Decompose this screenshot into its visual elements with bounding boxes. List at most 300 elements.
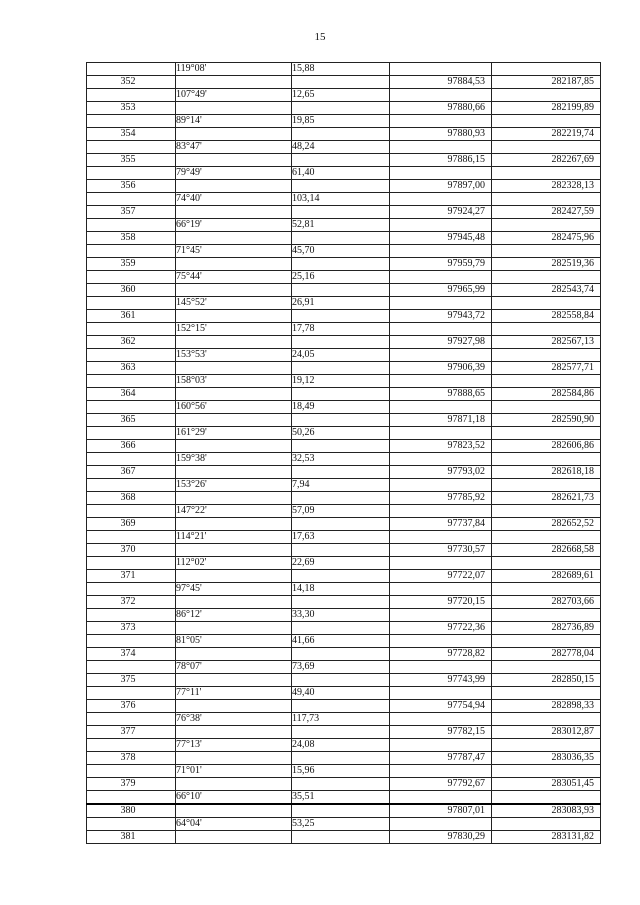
distance-cell: 61,40 (292, 167, 390, 180)
table-row (87, 141, 601, 154)
point-number-cell (87, 505, 176, 518)
distance-cell (292, 492, 390, 505)
direction-angle-cell: 74°40' (176, 193, 292, 206)
x-coordinate-cell: 97722,36 (390, 622, 492, 635)
x-coordinate-cell: 97785,92 (390, 492, 492, 505)
y-coordinate-cell: 282199,89 (492, 102, 601, 115)
y-coordinate-cell: 282219,74 (492, 128, 601, 141)
point-number-cell: 371 (87, 570, 176, 583)
direction-angle-cell: 112°02' (176, 557, 292, 570)
direction-angle-cell: 66°19' (176, 219, 292, 232)
point-number-cell: 372 (87, 596, 176, 609)
y-coordinate-cell (492, 479, 601, 492)
y-coordinate-cell: 282567,13 (492, 336, 601, 349)
point-number-cell (87, 635, 176, 648)
y-coordinate-cell: 282850,15 (492, 674, 601, 687)
x-coordinate-cell (390, 245, 492, 258)
x-coordinate-cell (390, 349, 492, 362)
point-number-cell: 357 (87, 206, 176, 219)
direction-angle-cell: 71°45' (176, 245, 292, 258)
y-coordinate-cell (492, 427, 601, 440)
x-coordinate-cell: 97927,98 (390, 336, 492, 349)
x-coordinate-cell: 97880,93 (390, 128, 492, 141)
distance-cell (292, 76, 390, 89)
y-coordinate-cell (492, 557, 601, 570)
x-coordinate-cell (390, 297, 492, 310)
point-number-cell (87, 349, 176, 362)
table-row (87, 687, 601, 700)
y-coordinate-cell: 282584,86 (492, 388, 601, 401)
direction-angle-cell (176, 726, 292, 739)
direction-angle-cell (176, 778, 292, 791)
y-coordinate-cell (492, 219, 601, 232)
point-number-cell: 369 (87, 518, 176, 531)
direction-angle-cell (176, 831, 292, 844)
distance-cell: 32,53 (292, 453, 390, 466)
y-coordinate-cell: 283131,82 (492, 831, 601, 844)
table-row (87, 375, 601, 388)
x-coordinate-cell: 97888,65 (390, 388, 492, 401)
direction-angle-cell: 97°45' (176, 583, 292, 596)
point-number-cell (87, 818, 176, 831)
y-coordinate-cell: 282427,59 (492, 206, 601, 219)
y-coordinate-cell: 282618,18 (492, 466, 601, 479)
point-number-cell: 381 (87, 831, 176, 844)
table-row (87, 180, 601, 193)
y-coordinate-cell (492, 661, 601, 674)
distance-cell (292, 752, 390, 765)
point-number-cell (87, 115, 176, 128)
distance-cell (292, 440, 390, 453)
direction-angle-cell: 83°47' (176, 141, 292, 154)
y-coordinate-cell (492, 818, 601, 831)
x-coordinate-cell: 97884,53 (390, 76, 492, 89)
point-number-cell: 364 (87, 388, 176, 401)
table-row (87, 518, 601, 531)
direction-angle-cell (176, 440, 292, 453)
direction-angle-cell: 161°29' (176, 427, 292, 440)
point-number-cell (87, 297, 176, 310)
x-coordinate-cell: 97730,57 (390, 544, 492, 557)
y-coordinate-cell (492, 271, 601, 284)
direction-angle-cell: 66°10' (176, 791, 292, 805)
table-row (87, 388, 601, 401)
point-number-cell (87, 739, 176, 752)
table-row (87, 674, 601, 687)
distance-cell: 117,73 (292, 713, 390, 726)
y-coordinate-cell (492, 245, 601, 258)
x-coordinate-cell (390, 427, 492, 440)
x-coordinate-cell (390, 687, 492, 700)
x-coordinate-cell: 97782,15 (390, 726, 492, 739)
direction-angle-cell: 86°12' (176, 609, 292, 622)
y-coordinate-cell: 283036,35 (492, 752, 601, 765)
point-number-cell: 367 (87, 466, 176, 479)
point-number-cell (87, 141, 176, 154)
y-coordinate-cell (492, 401, 601, 414)
point-number-cell: 354 (87, 128, 176, 141)
y-coordinate-cell (492, 505, 601, 518)
direction-angle-cell: 153°26' (176, 479, 292, 492)
point-number-cell: 373 (87, 622, 176, 635)
table-row (87, 323, 601, 336)
direction-angle-cell (176, 388, 292, 401)
table-row (87, 492, 601, 505)
distance-cell: 45,70 (292, 245, 390, 258)
table-row (87, 831, 601, 844)
distance-cell (292, 622, 390, 635)
y-coordinate-cell: 282267,69 (492, 154, 601, 167)
table-row (87, 167, 601, 180)
point-number-cell (87, 687, 176, 700)
x-coordinate-cell (390, 765, 492, 778)
table-row (87, 63, 601, 76)
x-coordinate-cell (390, 401, 492, 414)
point-number-cell (87, 765, 176, 778)
distance-cell (292, 128, 390, 141)
direction-angle-cell (176, 570, 292, 583)
table-row (87, 622, 601, 635)
point-number-cell: 362 (87, 336, 176, 349)
distance-cell: 26,91 (292, 297, 390, 310)
distance-cell (292, 258, 390, 271)
distance-cell (292, 362, 390, 375)
table-row (87, 791, 601, 805)
coordinates-table-body (87, 63, 601, 844)
distance-cell: 52,81 (292, 219, 390, 232)
y-coordinate-cell: 282736,89 (492, 622, 601, 635)
distance-cell (292, 700, 390, 713)
table-row (87, 76, 601, 89)
table-row (87, 128, 601, 141)
table-row (87, 596, 601, 609)
x-coordinate-cell: 97959,79 (390, 258, 492, 271)
direction-angle-cell (176, 76, 292, 89)
x-coordinate-cell: 97737,84 (390, 518, 492, 531)
direction-angle-cell (176, 128, 292, 141)
y-coordinate-cell: 282577,71 (492, 362, 601, 375)
x-coordinate-cell (390, 453, 492, 466)
point-number-cell: 363 (87, 362, 176, 375)
distance-cell: 17,78 (292, 323, 390, 336)
x-coordinate-cell: 97787,47 (390, 752, 492, 765)
table-row (87, 232, 601, 245)
point-number-cell (87, 89, 176, 102)
distance-cell: 19,12 (292, 375, 390, 388)
point-number-cell: 365 (87, 414, 176, 427)
table-row (87, 401, 601, 414)
point-number-cell (87, 245, 176, 258)
distance-cell: 25,16 (292, 271, 390, 284)
x-coordinate-cell (390, 115, 492, 128)
table-row (87, 544, 601, 557)
distance-cell: 33,30 (292, 609, 390, 622)
direction-angle-cell (176, 492, 292, 505)
distance-cell (292, 804, 390, 818)
x-coordinate-cell (390, 635, 492, 648)
distance-cell (292, 232, 390, 245)
table-row (87, 726, 601, 739)
table-row (87, 440, 601, 453)
x-coordinate-cell: 97871,18 (390, 414, 492, 427)
table-row (87, 310, 601, 323)
x-coordinate-cell (390, 375, 492, 388)
x-coordinate-cell: 97906,39 (390, 362, 492, 375)
point-number-cell (87, 401, 176, 414)
point-number-cell: 358 (87, 232, 176, 245)
direction-angle-cell: 81°05' (176, 635, 292, 648)
x-coordinate-cell: 97754,94 (390, 700, 492, 713)
x-coordinate-cell (390, 713, 492, 726)
direction-angle-cell: 64°04' (176, 818, 292, 831)
point-number-cell (87, 479, 176, 492)
y-coordinate-cell (492, 765, 601, 778)
coordinates-table (86, 62, 601, 844)
distance-cell: 49,40 (292, 687, 390, 700)
direction-angle-cell (176, 700, 292, 713)
point-number-cell (87, 713, 176, 726)
table-row (87, 531, 601, 544)
y-coordinate-cell: 283083,93 (492, 804, 601, 818)
y-coordinate-cell: 282187,85 (492, 76, 601, 89)
y-coordinate-cell (492, 141, 601, 154)
x-coordinate-cell (390, 271, 492, 284)
direction-angle-cell: 152°15' (176, 323, 292, 336)
direction-angle-cell: 107°49' (176, 89, 292, 102)
distance-cell: 57,09 (292, 505, 390, 518)
direction-angle-cell: 147°22' (176, 505, 292, 518)
distance-cell (292, 336, 390, 349)
point-number-cell: 377 (87, 726, 176, 739)
distance-cell: 53,25 (292, 818, 390, 831)
distance-cell: 24,05 (292, 349, 390, 362)
direction-angle-cell (176, 336, 292, 349)
y-coordinate-cell (492, 349, 601, 362)
y-coordinate-cell (492, 791, 601, 805)
x-coordinate-cell (390, 739, 492, 752)
point-number-cell: 352 (87, 76, 176, 89)
point-number-cell: 374 (87, 648, 176, 661)
distance-cell: 73,69 (292, 661, 390, 674)
table-row (87, 349, 601, 362)
point-number-cell: 378 (87, 752, 176, 765)
table-row (87, 752, 601, 765)
direction-angle-cell (176, 648, 292, 661)
direction-angle-cell: 89°14' (176, 115, 292, 128)
y-coordinate-cell: 283051,45 (492, 778, 601, 791)
table-row (87, 245, 601, 258)
x-coordinate-cell (390, 167, 492, 180)
y-coordinate-cell (492, 375, 601, 388)
table-row (87, 778, 601, 791)
distance-cell (292, 284, 390, 297)
table-row (87, 89, 601, 102)
point-number-cell: 379 (87, 778, 176, 791)
table-row (87, 583, 601, 596)
y-coordinate-cell: 282475,96 (492, 232, 601, 245)
y-coordinate-cell: 282519,36 (492, 258, 601, 271)
point-number-cell: 366 (87, 440, 176, 453)
table-row (87, 284, 601, 297)
y-coordinate-cell (492, 531, 601, 544)
table-row (87, 193, 601, 206)
point-number-cell (87, 661, 176, 674)
point-number-cell (87, 453, 176, 466)
y-coordinate-cell (492, 323, 601, 336)
distance-cell: 22,69 (292, 557, 390, 570)
distance-cell: 17,63 (292, 531, 390, 544)
distance-cell: 15,96 (292, 765, 390, 778)
point-number-cell: 368 (87, 492, 176, 505)
x-coordinate-cell (390, 323, 492, 336)
x-coordinate-cell (390, 661, 492, 674)
direction-angle-cell (176, 362, 292, 375)
x-coordinate-cell: 97807,01 (390, 804, 492, 818)
y-coordinate-cell (492, 297, 601, 310)
x-coordinate-cell (390, 141, 492, 154)
point-number-cell (87, 583, 176, 596)
point-number-cell (87, 531, 176, 544)
point-number-cell (87, 167, 176, 180)
y-coordinate-cell: 282652,52 (492, 518, 601, 531)
x-coordinate-cell (390, 818, 492, 831)
distance-cell (292, 596, 390, 609)
x-coordinate-cell (390, 609, 492, 622)
y-coordinate-cell: 282328,13 (492, 180, 601, 193)
y-coordinate-cell: 283012,87 (492, 726, 601, 739)
x-coordinate-cell: 97830,29 (390, 831, 492, 844)
y-coordinate-cell: 282606,86 (492, 440, 601, 453)
x-coordinate-cell (390, 583, 492, 596)
y-coordinate-cell (492, 739, 601, 752)
direction-angle-cell (176, 752, 292, 765)
y-coordinate-cell (492, 193, 601, 206)
direction-angle-cell: 77°11' (176, 687, 292, 700)
y-coordinate-cell: 282898,33 (492, 700, 601, 713)
direction-angle-cell (176, 414, 292, 427)
point-number-cell: 355 (87, 154, 176, 167)
distance-cell (292, 466, 390, 479)
direction-angle-cell (176, 284, 292, 297)
distance-cell: 19,85 (292, 115, 390, 128)
x-coordinate-cell (390, 791, 492, 805)
table-row (87, 258, 601, 271)
point-number-cell (87, 427, 176, 440)
y-coordinate-cell (492, 89, 601, 102)
table-row (87, 479, 601, 492)
x-coordinate-cell (390, 531, 492, 544)
distance-cell (292, 414, 390, 427)
table-row (87, 362, 601, 375)
x-coordinate-cell (390, 63, 492, 76)
table-row (87, 453, 601, 466)
distance-cell: 35,51 (292, 791, 390, 805)
table-row (87, 297, 601, 310)
distance-cell: 24,08 (292, 739, 390, 752)
table-row (87, 609, 601, 622)
table-row (87, 739, 601, 752)
y-coordinate-cell (492, 583, 601, 596)
point-number-cell: 356 (87, 180, 176, 193)
distance-cell: 103,14 (292, 193, 390, 206)
y-coordinate-cell: 282668,58 (492, 544, 601, 557)
distance-cell (292, 544, 390, 557)
direction-angle-cell: 158°03' (176, 375, 292, 388)
x-coordinate-cell: 97897,00 (390, 180, 492, 193)
point-number-cell (87, 63, 176, 76)
point-number-cell: 376 (87, 700, 176, 713)
point-number-cell: 380 (87, 804, 176, 818)
table-row (87, 557, 601, 570)
x-coordinate-cell: 97965,99 (390, 284, 492, 297)
distance-cell: 15,88 (292, 63, 390, 76)
x-coordinate-cell: 97720,15 (390, 596, 492, 609)
table-row (87, 765, 601, 778)
distance-cell (292, 310, 390, 323)
x-coordinate-cell (390, 505, 492, 518)
table-row (87, 505, 601, 518)
y-coordinate-cell (492, 635, 601, 648)
table-row (87, 154, 601, 167)
y-coordinate-cell (492, 687, 601, 700)
table-row (87, 570, 601, 583)
point-number-cell: 370 (87, 544, 176, 557)
distance-cell (292, 154, 390, 167)
direction-angle-cell (176, 466, 292, 479)
table-row (87, 219, 601, 232)
direction-angle-cell (176, 310, 292, 323)
direction-angle-cell (176, 518, 292, 531)
direction-angle-cell: 145°52' (176, 297, 292, 310)
direction-angle-cell (176, 232, 292, 245)
point-number-cell: 353 (87, 102, 176, 115)
y-coordinate-cell (492, 115, 601, 128)
x-coordinate-cell: 97728,82 (390, 648, 492, 661)
distance-cell (292, 180, 390, 193)
x-coordinate-cell: 97793,02 (390, 466, 492, 479)
direction-angle-cell (176, 804, 292, 818)
direction-angle-cell (176, 622, 292, 635)
table-row (87, 700, 601, 713)
distance-cell: 41,66 (292, 635, 390, 648)
distance-cell (292, 831, 390, 844)
direction-angle-cell: 114°21' (176, 531, 292, 544)
x-coordinate-cell: 97722,07 (390, 570, 492, 583)
table-row (87, 661, 601, 674)
x-coordinate-cell: 97743,99 (390, 674, 492, 687)
point-number-cell (87, 323, 176, 336)
distance-cell (292, 570, 390, 583)
distance-cell (292, 518, 390, 531)
table-row (87, 713, 601, 726)
y-coordinate-cell: 282558,84 (492, 310, 601, 323)
direction-angle-cell: 77°13' (176, 739, 292, 752)
table-row (87, 635, 601, 648)
direction-angle-cell (176, 154, 292, 167)
distance-cell (292, 102, 390, 115)
direction-angle-cell: 153°53' (176, 349, 292, 362)
point-number-cell (87, 193, 176, 206)
y-coordinate-cell: 282590,90 (492, 414, 601, 427)
y-coordinate-cell: 282778,04 (492, 648, 601, 661)
direction-angle-cell: 159°38' (176, 453, 292, 466)
direction-angle-cell: 71°01' (176, 765, 292, 778)
direction-angle-cell (176, 544, 292, 557)
y-coordinate-cell: 282621,73 (492, 492, 601, 505)
direction-angle-cell: 79°49' (176, 167, 292, 180)
distance-cell: 7,94 (292, 479, 390, 492)
point-number-cell: 375 (87, 674, 176, 687)
